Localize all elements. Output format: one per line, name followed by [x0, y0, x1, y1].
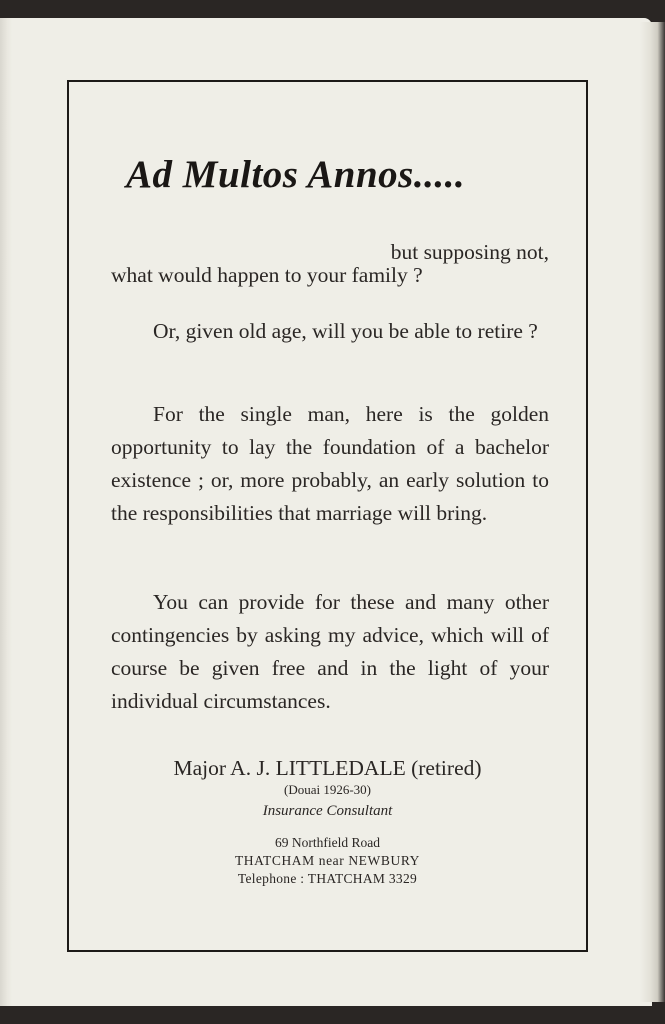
contact-years: (Douai 1926-30) — [283, 782, 371, 797]
paragraph-4: You can provide for these and many other contingencies by asking my advice, which will of course be given free and in the light of your individual circumstances. — [111, 590, 549, 713]
paragraph-3: For the single man, here is the golden opportunity to lay the foundation of a bachelor existence ; or, more probably, an early solution to the responsibilities that marriage will bring. — [111, 402, 549, 525]
paragraph-1-line-2: what would happen to your family ? — [111, 263, 423, 287]
page-edge-left — [0, 18, 12, 1006]
paragraph-2: Or, given old age, will you be able to retire ? — [153, 319, 538, 343]
advert-heading: Ad Multos Annos..... — [126, 153, 466, 196]
page-edge-right — [640, 22, 665, 1002]
address-line-2: THATCHAM near NEWBURY — [234, 853, 421, 868]
contact-name: Major A. J. LITTLEDALE (retired) — [173, 756, 482, 780]
telephone: Telephone : THATCHAM 3329 — [237, 871, 418, 886]
contact-role: Insurance Consultant — [262, 803, 393, 819]
paragraph-1-line-1: but supposing not, — [390, 240, 549, 264]
address-line-1: 69 Northfield Road — [275, 835, 380, 850]
